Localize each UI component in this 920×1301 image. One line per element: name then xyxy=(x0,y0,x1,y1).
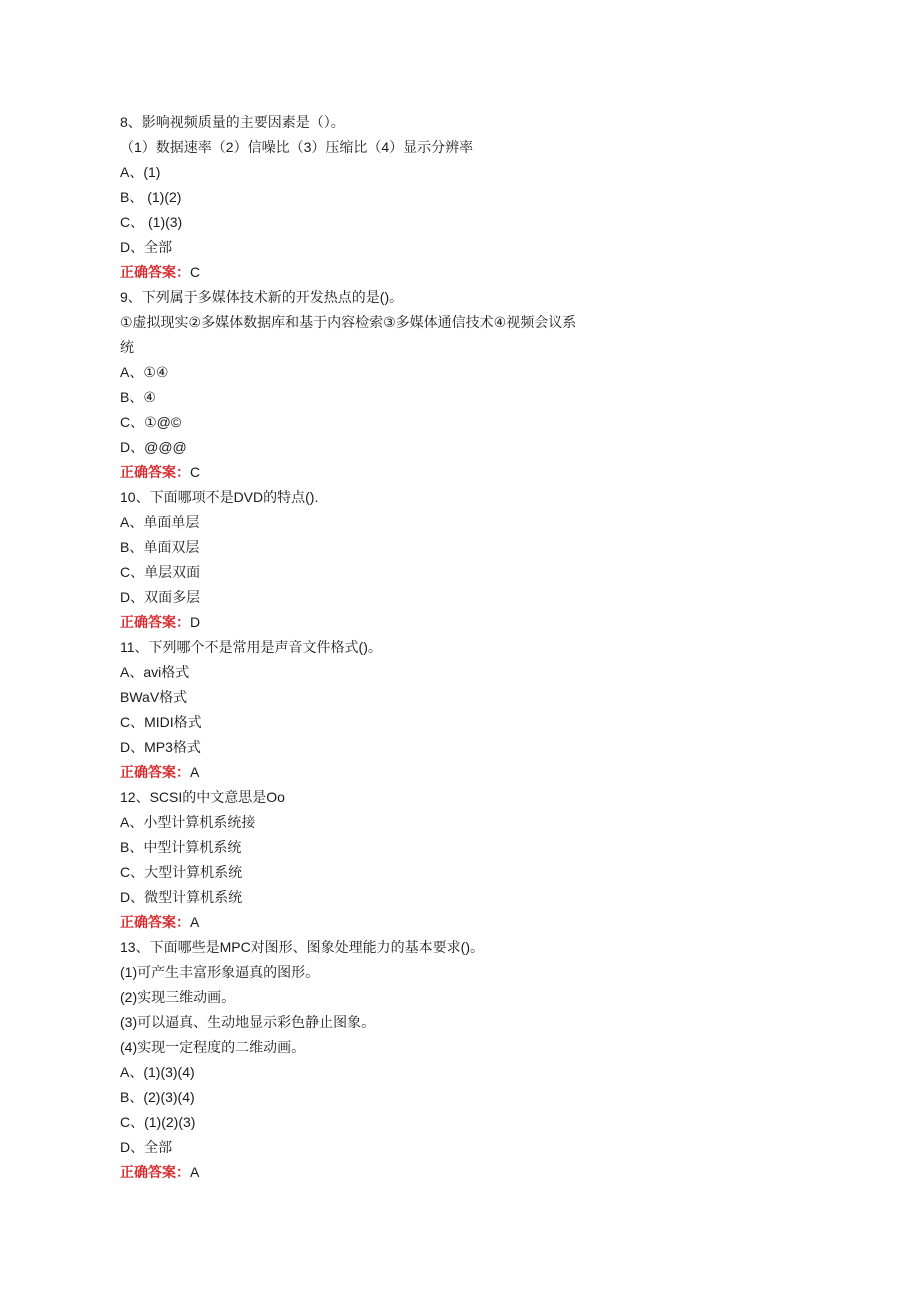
correct-answer xyxy=(120,1160,680,1185)
answer-option: B、中型计算机系统 xyxy=(120,839,242,855)
correct-answer-value: A xyxy=(190,764,200,780)
answer-option: B、单面双层 xyxy=(120,539,200,555)
question-detail-line: (3)可以逼真、生动地显示彩色静止图象。 xyxy=(120,1014,376,1030)
answer-option: C、 (1)(3) xyxy=(120,214,183,230)
correct-answer xyxy=(120,260,680,285)
answer-option: A、小型计算机系统接 xyxy=(120,814,256,830)
question-detail-line: (1)可产生丰富形象逼真的图形。 xyxy=(120,964,320,980)
correct-answer-value: C xyxy=(190,464,201,480)
question-block xyxy=(120,110,680,285)
question-stem: 13、下面哪些是MPC对图形、图象处理能力的基本要求()。 xyxy=(120,939,485,955)
question-detail-line: (4)实现一定程度的二维动画。 xyxy=(120,1039,306,1055)
correct-answer-value: A xyxy=(190,914,200,930)
correct-answer xyxy=(120,910,680,935)
question-block xyxy=(120,785,680,935)
question-list xyxy=(120,110,680,1185)
answer-option: B、(2)(3)(4) xyxy=(120,1089,195,1105)
answer-option: BWaV格式 xyxy=(120,689,188,705)
correct-answer xyxy=(120,610,680,635)
correct-answer-label: 正确答案： xyxy=(120,1164,190,1180)
question-stem: 11、下列哪个不是常用是声音文件格式()。 xyxy=(120,639,382,655)
answer-option: A、(1) xyxy=(120,164,161,180)
question-detail-line: (2)实现三维动画。 xyxy=(120,989,236,1005)
question-block xyxy=(120,635,680,785)
question-stem: 8、影响视频质量的主要因素是（）。 xyxy=(120,114,345,130)
answer-option: D、微型计算机系统 xyxy=(120,889,243,905)
answer-option: D、全部 xyxy=(120,1139,173,1155)
answer-option: A、avi格式 xyxy=(120,664,190,680)
correct-answer xyxy=(120,460,680,485)
correct-answer-value: D xyxy=(190,614,201,630)
answer-option: D、双面多层 xyxy=(120,589,201,605)
correct-answer-label: 正确答案： xyxy=(120,264,190,280)
question-detail-line: ①虚拟现实②多媒体数据库和基于内容检索③多媒体通信技术④视频会议系 xyxy=(120,314,577,330)
answer-option: B、④ xyxy=(120,389,156,405)
question-detail-line: （1）数据速率（2）信噪比（3）压缩比（4）显示分辨率 xyxy=(120,139,474,155)
question-block xyxy=(120,935,680,1185)
correct-answer-value: A xyxy=(190,1164,200,1180)
correct-answer-label: 正确答案： xyxy=(120,614,190,630)
answer-option: D、MP3格式 xyxy=(120,739,201,755)
question-stem: 12、SCSI的中文意思是Oo xyxy=(120,789,285,805)
answer-option: A、(1)(3)(4) xyxy=(120,1064,195,1080)
correct-answer-label: 正确答案： xyxy=(120,764,190,780)
answer-option: C、MIDI格式 xyxy=(120,714,202,730)
correct-answer-label: 正确答案： xyxy=(120,914,190,930)
answer-option: C、(1)(2)(3) xyxy=(120,1114,196,1130)
answer-option: D、@@@ xyxy=(120,439,187,455)
answer-option: C、①@© xyxy=(120,414,182,430)
question-stem: 9、下列属于多媒体技术新的开发热点的是()。 xyxy=(120,289,404,305)
answer-option: C、大型计算机系统 xyxy=(120,864,243,880)
question-block xyxy=(120,485,680,635)
correct-answer xyxy=(120,760,680,785)
answer-option: D、全部 xyxy=(120,239,173,255)
answer-option: A、①④ xyxy=(120,364,169,380)
answer-option: C、单层双面 xyxy=(120,564,201,580)
correct-answer-label: 正确答案： xyxy=(120,464,190,480)
question-stem: 10、下面哪项不是DVD的特点(). xyxy=(120,489,319,505)
question-detail-line: 统 xyxy=(120,339,134,355)
correct-answer-value: C xyxy=(190,264,201,280)
question-block xyxy=(120,285,680,485)
answer-option: B、 (1)(2) xyxy=(120,189,182,205)
answer-option: A、单面单层 xyxy=(120,514,200,530)
